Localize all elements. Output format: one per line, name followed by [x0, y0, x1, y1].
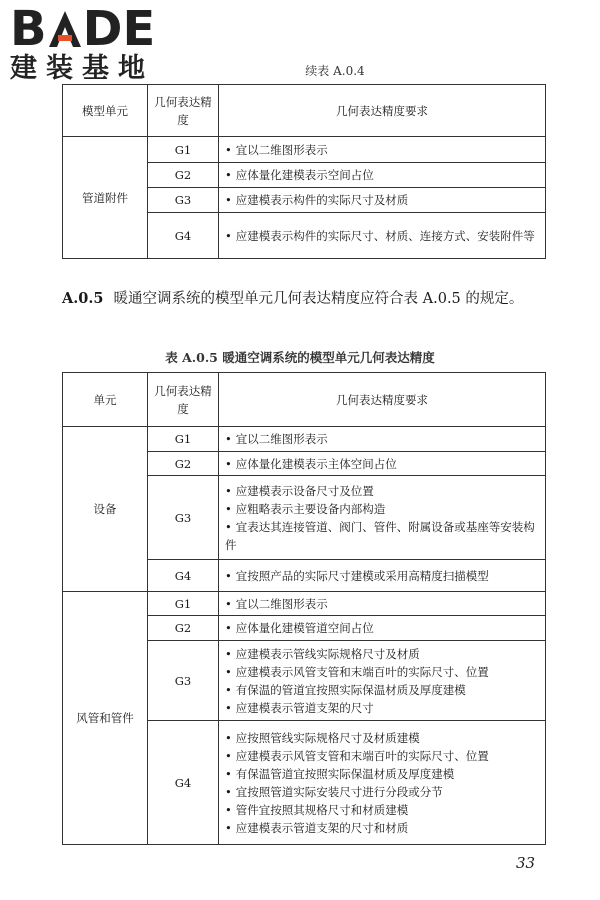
requirement-item: • 管件宜按照其规格尺寸和材质建模 — [225, 801, 539, 819]
requirement-item: • 应体量化建模表示空间占位 — [225, 166, 539, 184]
level-cell: G1 — [148, 427, 219, 452]
requirement-item: • 宜以二维图形表示 — [225, 430, 539, 448]
level-cell: G4 — [148, 721, 219, 845]
requirement-item: • 有保温管道宜按照实际保温材质及厚度建模 — [225, 765, 539, 783]
requirement-cell — [219, 560, 546, 592]
level-cell: G2 — [148, 452, 219, 476]
requirement-item: • 应建模表示管道支架的尺寸和材质 — [225, 819, 539, 837]
table1-body — [63, 137, 546, 259]
level-cell: G2 — [148, 616, 219, 641]
table1-header-unit: 模型单元 — [63, 85, 148, 137]
table1-header-level: 几何表达精度 — [148, 85, 219, 137]
table-row — [63, 137, 546, 163]
logo-wordmark — [10, 1, 175, 57]
requirement-cell — [219, 213, 546, 259]
requirement-cell — [219, 616, 546, 641]
requirement-cell — [219, 721, 546, 845]
level-cell: G3 — [148, 641, 219, 721]
requirement-cell — [219, 476, 546, 560]
requirement-item: • 应建模表示风管支管和末端百叶的实际尺寸、位置 — [225, 663, 539, 681]
level-cell: G2 — [148, 163, 219, 188]
requirement-cell — [219, 427, 546, 452]
requirement-item: • 应建模表示构件的实际尺寸、材质、连接方式、安装附件等 — [225, 227, 539, 245]
table2-header-req: 几何表达精度要求 — [219, 373, 546, 427]
level-cell: G3 — [148, 476, 219, 560]
table-a-0-4-continued — [62, 84, 546, 259]
table1-caption: 续表 A.0.4 — [305, 64, 365, 78]
requirement-item: • 应体量化建模表示主体空间占位 — [225, 455, 539, 473]
logo-a-icon — [47, 9, 83, 49]
requirement-item: • 宜按照产品的实际尺寸建模或采用高精度扫描模型 — [225, 567, 539, 585]
requirement-item: • 宜以二维图形表示 — [225, 141, 539, 159]
table-row — [63, 592, 546, 616]
requirement-item: • 应按照管线实际规格尺寸及材质建模 — [225, 729, 539, 747]
level-cell: G4 — [148, 560, 219, 592]
requirement-item: • 应体量化建模管道空间占位 — [225, 619, 539, 637]
requirement-item: • 宜按照管道实际安装尺寸进行分段或分节 — [225, 783, 539, 801]
table2-caption: 表 A.0.5 暖通空调系统的模型单元几何表达精度 — [165, 350, 435, 365]
requirement-cell — [219, 137, 546, 163]
table-a-0-5 — [62, 372, 546, 845]
requirement-item: • 应建模表示构件的实际尺寸及材质 — [225, 191, 539, 209]
clause-number: A.0.5 — [62, 290, 104, 307]
level-cell: G1 — [148, 592, 219, 616]
level-cell: G1 — [148, 137, 219, 163]
table-row — [63, 427, 546, 452]
requirement-item: • 应建模表示风管支管和末端百叶的实际尺寸、位置 — [225, 747, 539, 765]
unit-cell: 管道附件 — [63, 137, 148, 259]
logo-letters-de: DE — [82, 1, 156, 57]
table2-header-unit: 单元 — [63, 373, 148, 427]
level-cell: G3 — [148, 188, 219, 213]
clause-a-0-5 — [62, 287, 552, 311]
page-number: 33 — [516, 854, 536, 872]
requirement-cell — [219, 188, 546, 213]
requirement-cell — [219, 452, 546, 476]
table2-body — [63, 427, 546, 845]
table2-header-level: 几何表达精度 — [148, 373, 219, 427]
requirement-item: • 应粗略表示主要设备内部构造 — [225, 500, 539, 518]
table1-header-req: 几何表达精度要求 — [219, 85, 546, 137]
level-cell: G4 — [148, 213, 219, 259]
requirement-item: • 应建模表示管线实际规格尺寸及材质 — [225, 645, 539, 663]
requirement-item: • 宜表达其连接管道、阀门、管件、附属设备或基座等安装构件 — [225, 518, 539, 554]
clause-text: 暖通空调系统的模型单元几何表达精度应符合表 A.0.5 的规定。 — [113, 291, 524, 307]
logo-letter-b: B — [10, 1, 47, 57]
requirement-cell — [219, 641, 546, 721]
logo-subtitle: 建装基地 — [10, 53, 154, 84]
unit-cell: 设备 — [63, 427, 148, 592]
requirement-item: • 应建模表示设备尺寸及位置 — [225, 482, 539, 500]
requirement-item: • 有保温的管道宜按照实际保温材质及厚度建模 — [225, 681, 539, 699]
requirement-item: • 应建模表示管道支架的尺寸 — [225, 699, 539, 717]
requirement-item: • 宜以二维图形表示 — [225, 595, 539, 613]
requirement-cell — [219, 592, 546, 616]
unit-cell: 风管和管件 — [63, 592, 148, 845]
requirement-cell — [219, 163, 546, 188]
